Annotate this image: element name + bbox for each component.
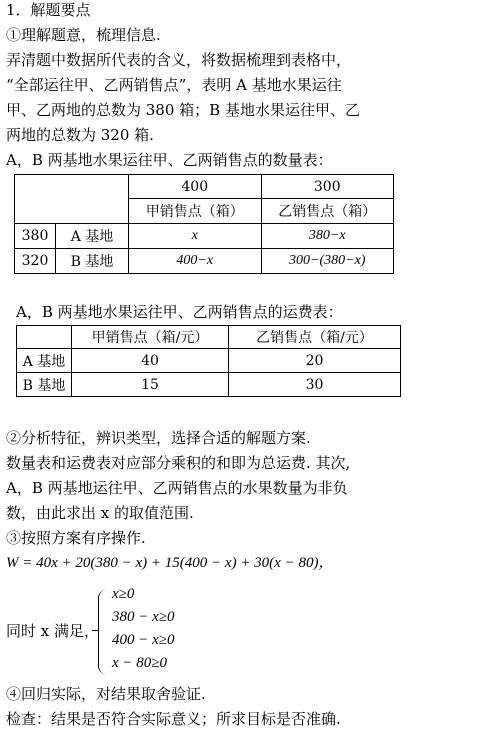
formula: W = 40x + 20(380 − x) + 15(400 − x) + 30(x − 80)， xyxy=(6,555,334,571)
brace-icon xyxy=(98,590,106,674)
constraint-3: 400 − x≥0 xyxy=(112,632,175,648)
header-jia: 甲销售点（箱/元） xyxy=(72,326,229,349)
row-base: A 基地 xyxy=(17,349,72,373)
cell: 20 xyxy=(229,349,401,373)
heading: 1．解题要点 xyxy=(6,1,91,19)
step-3: ③按照方案有序操作. xyxy=(6,529,146,547)
cell: 400−x xyxy=(129,249,262,274)
brace-tip xyxy=(92,630,99,631)
constraint-label: 同时 x 满足， xyxy=(6,622,99,640)
row-total: 320 xyxy=(15,249,56,274)
para2-line-3: 数，由此求出 x 的取值范围. xyxy=(6,504,194,522)
para2-line-1: 数量表和运费表对应部分乘积的和即为总运费. 其次, xyxy=(6,454,351,472)
header-yi: 乙销售点（箱） xyxy=(261,199,394,224)
constraint-1: x≥0 xyxy=(112,586,135,602)
check: 检查：结果是否符合实际意义；所求目标是否准确. xyxy=(6,710,341,728)
row-base: B 基地 xyxy=(56,249,129,274)
header-yi: 乙销售点（箱/元） xyxy=(229,326,401,349)
para2-line-2: A，B 两基地运往甲、乙两销售点的水果数量为非负 xyxy=(6,479,348,497)
table2-caption: A，B 两基地水果运往甲、乙两销售点的运费表： xyxy=(16,303,343,321)
cell: 380−x xyxy=(261,224,394,249)
row-base: B 基地 xyxy=(17,373,72,397)
cell: 15 xyxy=(72,373,229,397)
para1-line-1: 弄清题中数据所代表的含义，将数据梳理到表格中， xyxy=(6,51,352,69)
quantity-table xyxy=(14,174,394,274)
blank-cell xyxy=(17,326,72,349)
para1-line-2: “全部运往甲、乙两销售点”，表明 A 基地水果运往 xyxy=(6,76,342,94)
step-1: ①理解题意，梳理信息. xyxy=(6,26,161,44)
para1-line-4: 两地的总数为 320 箱. xyxy=(6,126,154,144)
row-base: A 基地 xyxy=(56,224,129,249)
para1-line-3: 甲、乙两地的总数为 380 箱；B 基地水果运往甲、乙 xyxy=(6,101,360,119)
table1-caption: A，B 两基地水果运往甲、乙两销售点的数量表： xyxy=(6,151,333,169)
step-4: ④回归实际，对结果取舍验证. xyxy=(6,685,206,703)
total-300: 300 xyxy=(261,175,394,199)
blank-cell xyxy=(15,175,129,224)
row-total: 380 xyxy=(15,224,56,249)
cell: 300−(380−x) xyxy=(261,249,394,274)
freight-table xyxy=(16,325,401,397)
cell: 40 xyxy=(72,349,229,373)
constraint-4: x − 80≥0 xyxy=(112,655,168,671)
total-400: 400 xyxy=(129,175,262,199)
cell: x xyxy=(129,224,262,249)
cell: 30 xyxy=(229,373,401,397)
header-jia: 甲销售点（箱） xyxy=(129,199,262,224)
constraint-2: 380 − x≥0 xyxy=(112,609,175,625)
step-2: ②分析特征，辨识类型，选择合适的解题方案. xyxy=(6,429,311,447)
